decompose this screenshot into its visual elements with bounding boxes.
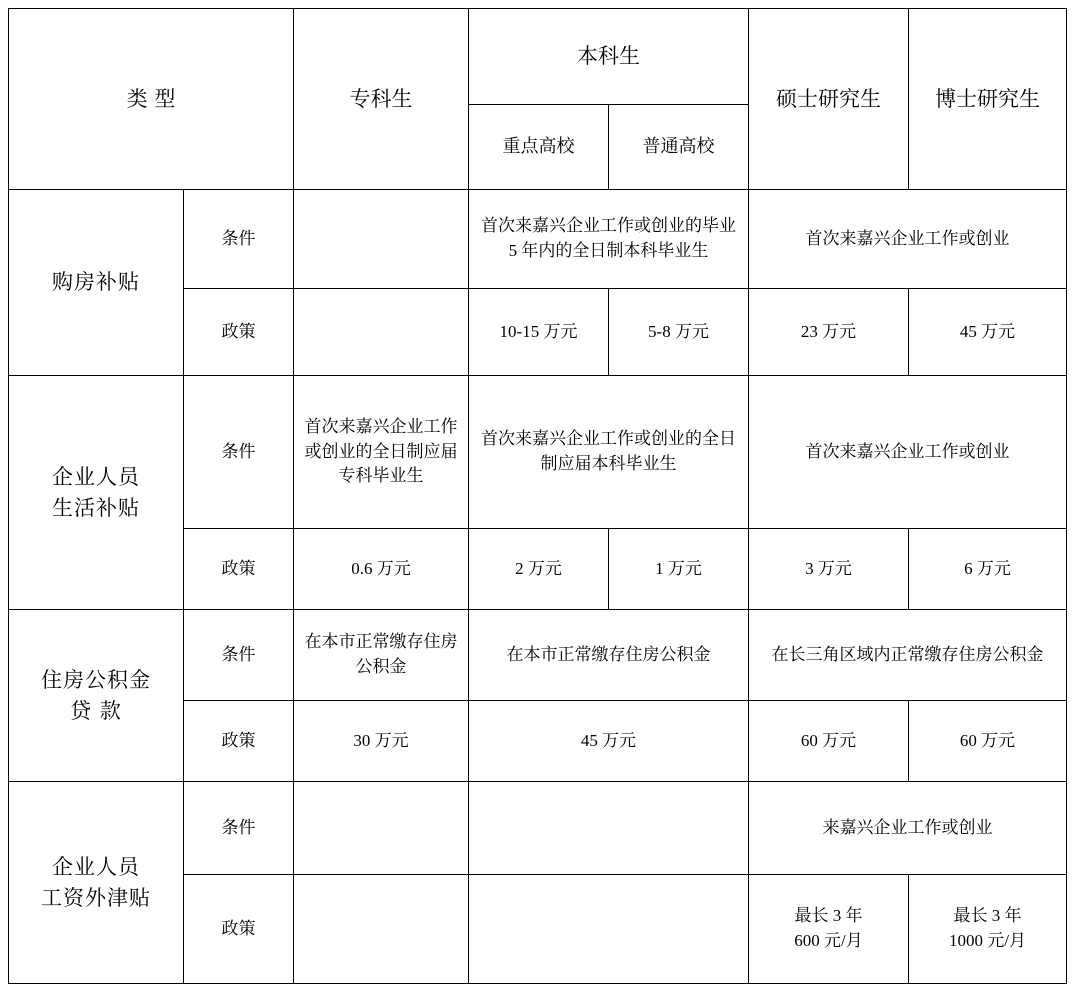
row-label-jintie-line2: 工资外津贴: [41, 885, 151, 910]
cell-jintie-pol-shuoshi-line1: 最长 3 年: [794, 906, 863, 926]
row-label-gongjijin-line2: 贷 款: [70, 698, 122, 723]
cell-shenghuo-cond-benke: 首次来嘉兴企业工作或创业的全日制应届本科毕业生: [469, 376, 749, 529]
sub-label-condition: 条件: [184, 610, 294, 701]
cell-gongjijin-pol-shuoshi: 60 万元: [749, 701, 909, 782]
header-zhongdian: 重点高校: [469, 104, 609, 189]
cell-shenghuo-pol-zhongdian: 2 万元: [469, 529, 609, 610]
sub-label-policy: 政策: [184, 289, 294, 376]
row-label-shenghuo-line2: 生活补贴: [52, 495, 140, 520]
cell-jintie-pol-boshi-line1: 最长 3 年: [953, 906, 1022, 926]
sub-label-policy: 政策: [184, 875, 294, 984]
table-row: [9, 782, 1067, 875]
header-type: 类 型: [9, 9, 294, 190]
cell-jintie-pol-zhuanke: [294, 875, 469, 984]
cell-gofang-pol-putong: 5-8 万元: [609, 289, 749, 376]
cell-gongjijin-cond-benke: 在本市正常缴存住房公积金: [469, 610, 749, 701]
header-benke: 本科生: [469, 9, 749, 105]
cell-jintie-cond-yanjiusheng: 来嘉兴企业工作或创业: [749, 782, 1067, 875]
cell-gofang-cond-benke: 首次来嘉兴企业工作或创业的毕业 5 年内的全日制本科毕业生: [469, 190, 749, 289]
row-label-gofang: 购房补贴: [9, 190, 184, 376]
policy-table: [8, 8, 1067, 984]
cell-jintie-pol-shuoshi: [749, 875, 909, 984]
cell-jintie-pol-boshi: [909, 875, 1067, 984]
row-label-gongjijin: [9, 610, 184, 782]
cell-gongjijin-cond-zhuanke: 在本市正常缴存住房公积金: [294, 610, 469, 701]
row-label-gongjijin-line1: 住房公积金: [41, 668, 151, 693]
cell-gofang-cond-zhuanke: [294, 190, 469, 289]
cell-shenghuo-cond-zhuanke: 首次来嘉兴企业工作或创业的全日制应届专科毕业生: [294, 376, 469, 529]
cell-gofang-cond-yanjiusheng: 首次来嘉兴企业工作或创业: [749, 190, 1067, 289]
cell-gongjijin-pol-boshi: 60 万元: [909, 701, 1067, 782]
cell-gongjijin-pol-benke: 45 万元: [469, 701, 749, 782]
cell-gofang-pol-shuoshi: 23 万元: [749, 289, 909, 376]
cell-shenghuo-pol-shuoshi: 3 万元: [749, 529, 909, 610]
header-boshi: 博士研究生: [909, 9, 1067, 190]
cell-shenghuo-pol-putong: 1 万元: [609, 529, 749, 610]
cell-jintie-pol-boshi-line2: 1000 元/月: [949, 931, 1026, 950]
header-putong: 普通高校: [609, 104, 749, 189]
cell-shenghuo-cond-yanjiusheng: 首次来嘉兴企业工作或创业: [749, 376, 1067, 529]
header-shuoshi: 硕士研究生: [749, 9, 909, 190]
cell-jintie-cond-zhuanke: [294, 782, 469, 875]
sub-label-condition: 条件: [184, 782, 294, 875]
row-label-jintie: [9, 782, 184, 984]
sub-label-policy: 政策: [184, 529, 294, 610]
table-header-row-1: [9, 9, 1067, 105]
sub-label-condition: 条件: [184, 190, 294, 289]
cell-gofang-pol-zhongdian: 10-15 万元: [469, 289, 609, 376]
row-label-shenghuo: [9, 376, 184, 610]
document-page: [0, 8, 1076, 971]
sub-label-policy: 政策: [184, 701, 294, 782]
row-label-shenghuo-line1: 企业人员: [52, 465, 140, 490]
row-label-jintie-line1: 企业人员: [52, 855, 140, 880]
cell-shenghuo-pol-zhuanke: 0.6 万元: [294, 529, 469, 610]
cell-gongjijin-pol-zhuanke: 30 万元: [294, 701, 469, 782]
cell-jintie-pol-shuoshi-line2: 600 元/月: [794, 931, 863, 950]
table-row: [9, 190, 1067, 289]
table-row: [9, 610, 1067, 701]
cell-gofang-pol-boshi: 45 万元: [909, 289, 1067, 376]
cell-jintie-cond-benke: [469, 782, 749, 875]
cell-shenghuo-pol-boshi: 6 万元: [909, 529, 1067, 610]
cell-jintie-pol-benke: [469, 875, 749, 984]
cell-gofang-pol-zhuanke: [294, 289, 469, 376]
table-row: [9, 376, 1067, 529]
header-zhuanke: 专科生: [294, 9, 469, 190]
sub-label-condition: 条件: [184, 376, 294, 529]
cell-gongjijin-cond-yanjiusheng: 在长三角区域内正常缴存住房公积金: [749, 610, 1067, 701]
